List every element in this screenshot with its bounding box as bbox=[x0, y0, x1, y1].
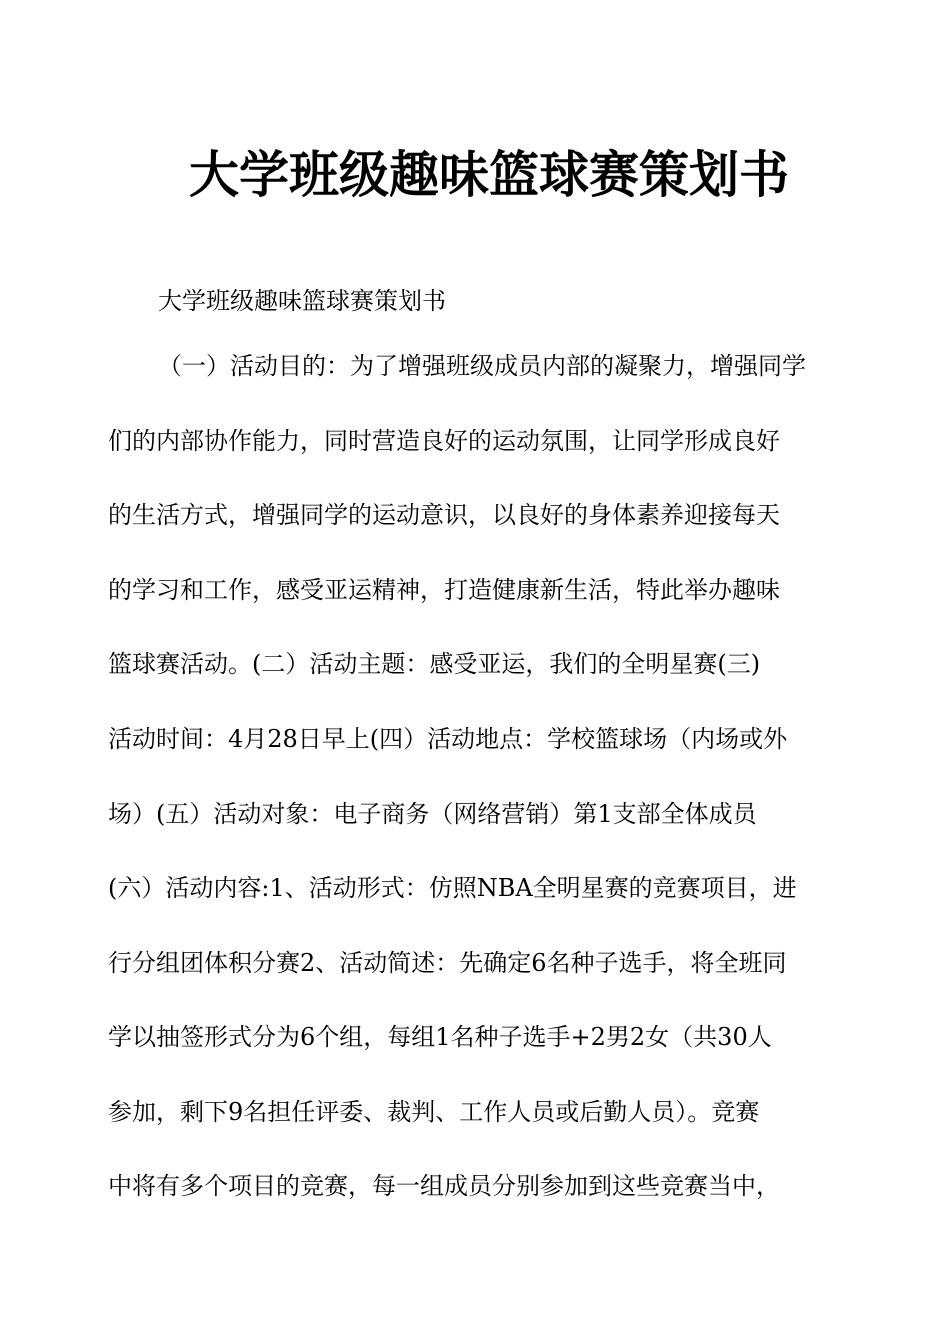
paragraph-line: 学以抽签形式分为6个组，每组1名种子选手+2男2女（共30人 bbox=[108, 1023, 772, 1051]
paragraph-line: 们的内部协作能力，同时营造良好的运动氛围，让同学形成良好 bbox=[108, 427, 780, 455]
paragraph-line: 行分组团体积分赛2、活动简述：先确定6名种子选手，将全班同 bbox=[108, 949, 787, 977]
paragraph-line: 中将有多个项目的竞赛，每一组成员分别参加到这些竞赛当中， bbox=[108, 1172, 780, 1200]
paragraph-line: 的学习和工作，感受亚运精神，打造健康新生活，特此举办趣味 bbox=[108, 576, 780, 604]
paragraph-line: (六）活动内容:1、活动形式：仿照NBA全明星赛的竞赛项目，进 bbox=[108, 874, 797, 902]
paragraph-line: （一）活动目的：为了增强班级成员内部的凝聚力，增强同学 bbox=[158, 352, 806, 380]
paragraph-line: 的生活方式，增强同学的运动意识，以良好的身体素养迎接每天 bbox=[108, 501, 780, 529]
subtitle-line: 大学班级趣味篮球赛策划书 bbox=[158, 287, 446, 315]
paragraph-line: 活动时间：4月28日早上(四）活动地点：学校篮球场（内场或外 bbox=[108, 725, 788, 753]
document-title: 大学班级趣味篮球赛策划书 bbox=[189, 146, 789, 204]
paragraph-line: 场）(五）活动对象：电子商务（网络营销）第1支部全体成员 bbox=[108, 800, 757, 828]
paragraph-line: 参加，剩下9名担任评委、裁判、工作人员或后勤人员）。竞赛 bbox=[108, 1098, 760, 1126]
paragraph-line: 篮球赛活动。(二）活动主题：感受亚运，我们的全明星赛(三) bbox=[108, 650, 761, 678]
